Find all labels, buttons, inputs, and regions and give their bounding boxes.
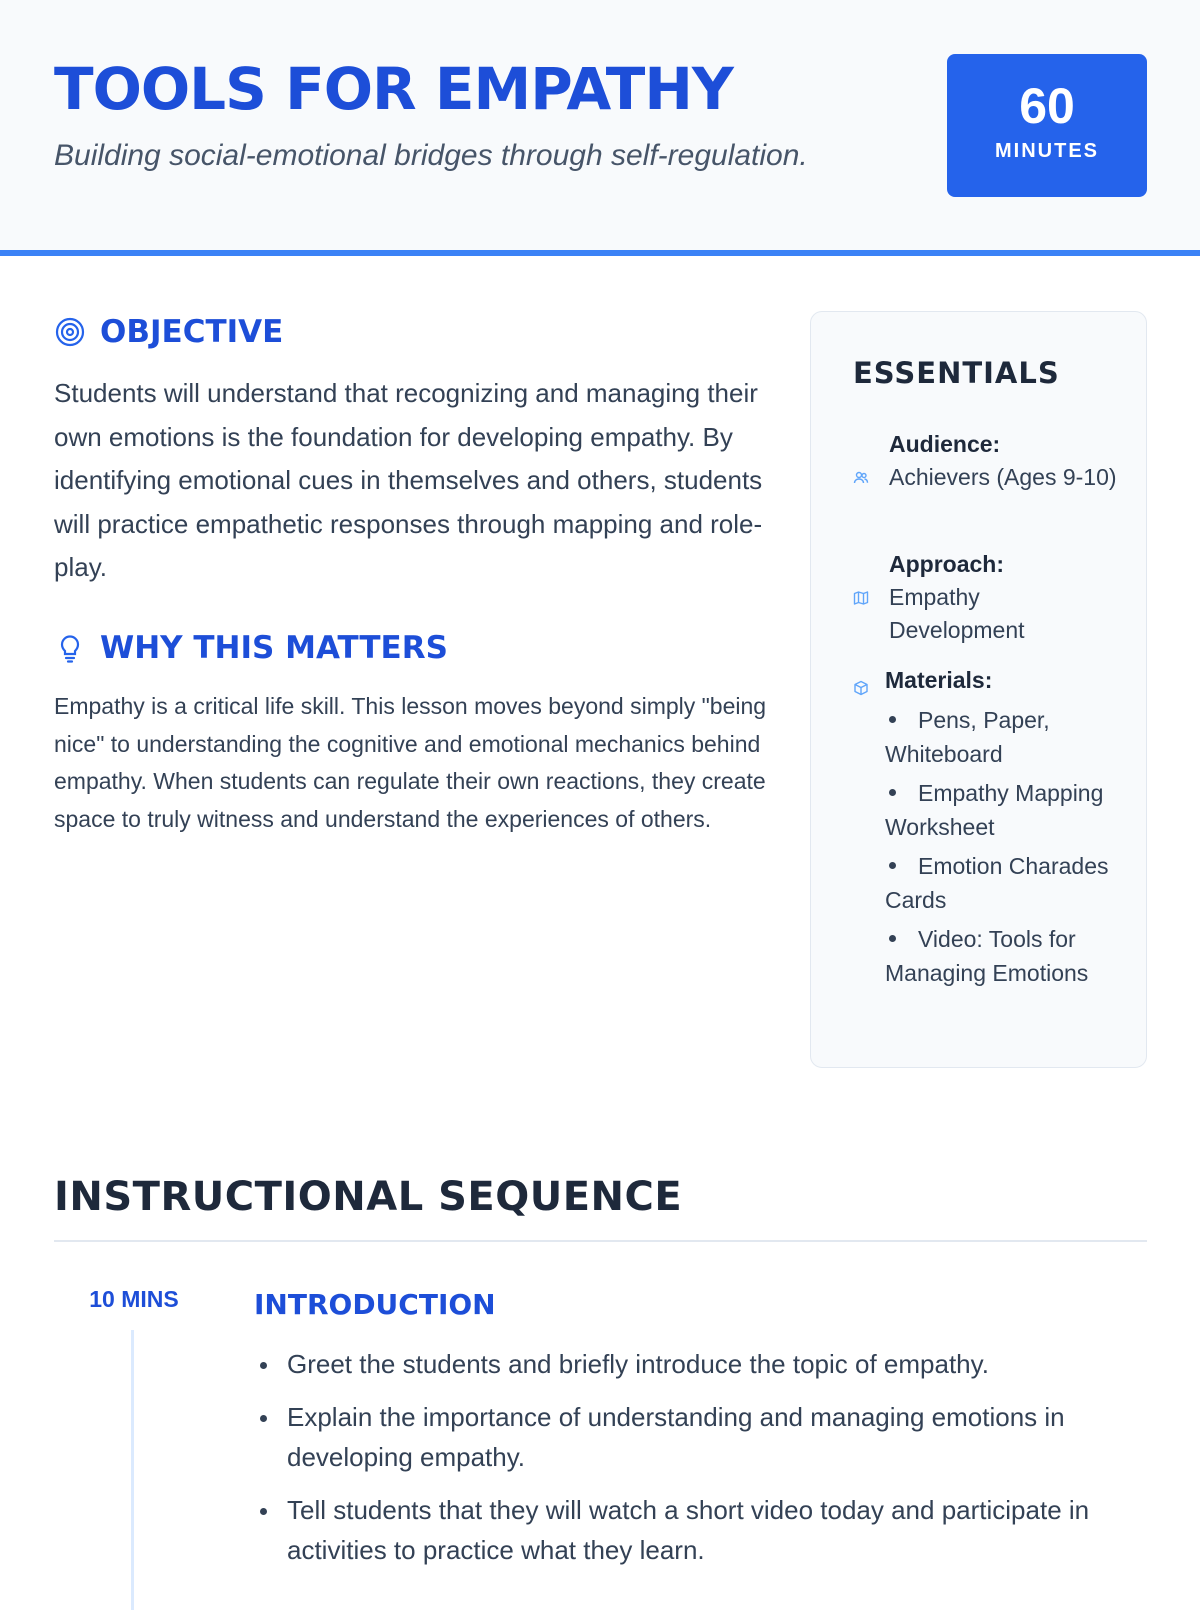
- map-icon: [853, 590, 869, 606]
- audience-item: [853, 428, 1123, 538]
- lesson-header: [0, 0, 1200, 256]
- list-item: Pens, Paper, Whiteboard: [885, 707, 1050, 767]
- audience-text: [889, 428, 1119, 494]
- users-icon: [853, 470, 869, 486]
- sequence-title: INSTRUCTIONAL SEQUENCE: [54, 1174, 683, 1220]
- page-subtitle: Building social-emotional bridges through self-regulation.: [54, 139, 808, 172]
- duration-value: 60: [1019, 78, 1075, 134]
- approach-label: Approach:: [889, 551, 1004, 577]
- step-time: 10 MINS: [89, 1286, 179, 1312]
- objective-heading: [54, 314, 283, 350]
- duration-badge: [947, 54, 1147, 197]
- target-icon: [54, 316, 86, 348]
- list-item: Empathy Mapping Worksheet: [885, 780, 1104, 840]
- materials-label: Materials:: [885, 667, 993, 693]
- approach-value: Empathy Development: [889, 584, 1025, 643]
- approach-text: [889, 548, 1119, 647]
- divider: [54, 1240, 1147, 1242]
- box-icon: [853, 680, 869, 696]
- why-heading-label: WHY THIS MATTERS: [100, 630, 448, 666]
- step-list: [254, 1344, 1154, 1583]
- list-item: Emotion Charades Cards: [885, 853, 1109, 913]
- list-item: Video: Tools for Managing Emotions: [885, 926, 1089, 986]
- step-title: INTRODUCTION: [254, 1288, 496, 1321]
- audience-label: Audience:: [889, 431, 1001, 457]
- list-item: Explain the importance of understanding and managing emotions in developing empathy.: [254, 1397, 1154, 1477]
- duration-unit: MINUTES: [995, 140, 1099, 162]
- approach-item: [853, 548, 1123, 648]
- list-item: Tell students that they will watch a short video today and participate in activities to practice what they learn.: [254, 1490, 1154, 1570]
- timeline-line: [131, 1330, 134, 1610]
- audience-value: Achievers (Ages 9-10): [889, 464, 1117, 490]
- why-text: Empathy is a critical life skill. This lesson moves beyond simply "being nice" to understanding the cognitive and emotional mechanics behind empathy. When students can regulate their own reactions, they create space to truly witness and understand the experiences of others.: [54, 693, 767, 832]
- objective-text: Students will understand that recognizing and managing their own emotions is the foundation for developing empathy. By identifying emotional cues in themselves and others, students will practice empathetic responses through mapping and role-play.: [54, 378, 763, 582]
- essentials-title: ESSENTIALS: [853, 356, 1060, 390]
- materials-list: [885, 704, 1125, 996]
- page-title: TOOLS FOR EMPATHY: [54, 55, 733, 123]
- list-item: Greet the students and briefly introduce the topic of empathy.: [254, 1344, 1154, 1384]
- why-heading: [54, 630, 448, 666]
- objective-heading-label: OBJECTIVE: [100, 314, 284, 350]
- lightbulb-icon: [54, 632, 86, 664]
- essentials-panel: [810, 311, 1147, 1068]
